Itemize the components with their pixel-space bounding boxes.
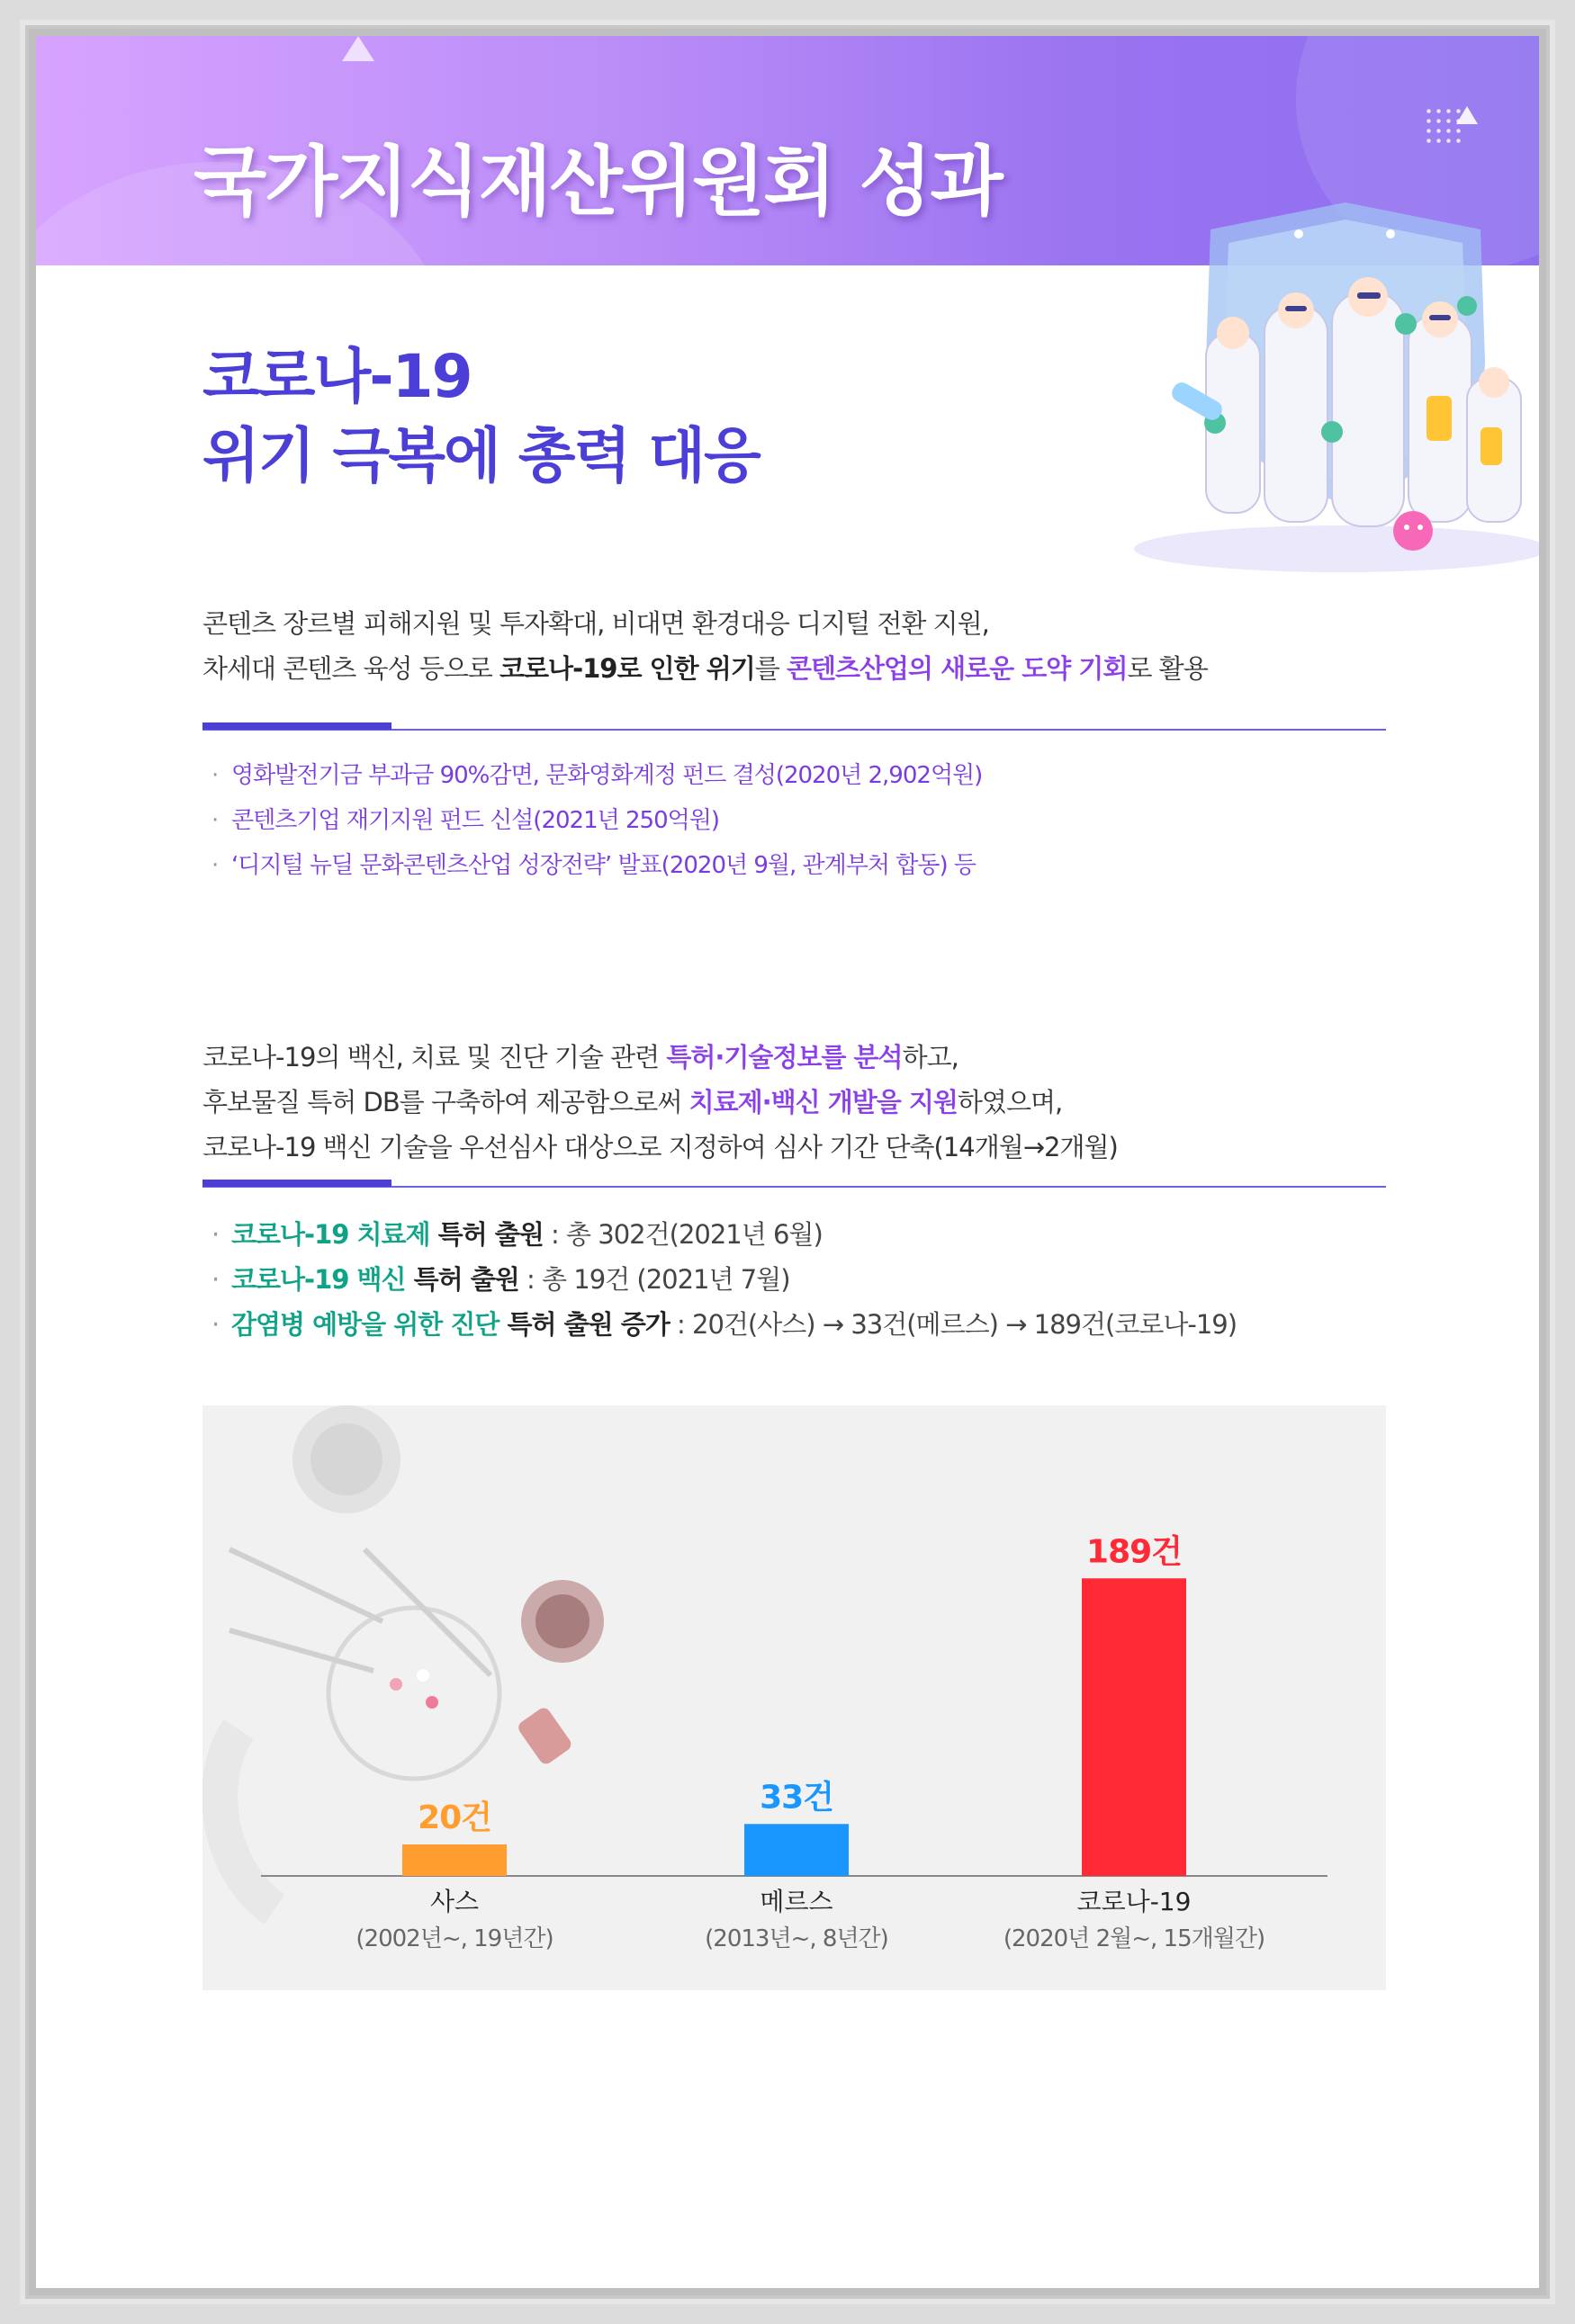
bar-2	[744, 1824, 849, 1876]
list-item-bold: 특허 출원 증가	[507, 1309, 670, 1340]
data-label: 33건	[760, 1779, 833, 1817]
section-title	[202, 337, 760, 496]
dot-grid-icon	[1424, 106, 1463, 146]
poster-page	[36, 36, 1539, 2288]
category-label: 메르스	[760, 1887, 833, 1916]
intro-text: 를	[754, 653, 787, 684]
bullet-list	[212, 753, 982, 888]
list-item-text: : 총 19건 (2021년 7월)	[518, 1264, 790, 1295]
para-text: 하고,	[902, 1042, 958, 1072]
list-item-text: : 20건(사스) → 33건(메르스) → 189건(코로나-19)	[669, 1309, 1238, 1340]
list-item-bold: 특허 출원	[437, 1219, 544, 1250]
list-item: · 코로나-19 치료제 특허 출원 : 총 302건(2021년 6월)	[212, 1219, 823, 1250]
bar-1	[402, 1844, 507, 1876]
intro-text: 차세대 콘텐츠 육성 등으로	[202, 653, 500, 684]
list-item-text: ‘디지털 뉴딜 문화콘텐츠산업 성장전략’ 발표(2020년 9월, 관계부처 합동) 등	[231, 852, 976, 879]
covid-paragraph	[202, 1035, 1118, 1170]
para-highlight: 특허·기술정보를 분석	[666, 1042, 903, 1072]
list-item-key: 코로나-19 백신	[231, 1264, 414, 1295]
para-highlight: 치료제·백신 개발을 지원	[688, 1087, 958, 1117]
list-item: · ‘디지털 뉴딜 문화콘텐츠산업 성장전략’ 발표(2020년 9월, 관계부처 합동) 등	[212, 852, 976, 879]
list-item: · 콘텐츠기업 재기지원 펀드 신설(2021년 250억원)	[212, 807, 719, 834]
chart-panel	[202, 1405, 1386, 1990]
para-line	[202, 1035, 1118, 1080]
list-item-bold: 특허 출원	[413, 1264, 519, 1295]
patent-bar-chart	[202, 1405, 1386, 1990]
list-item-key: 감염병 예방을 위한 진단	[231, 1309, 508, 1340]
intro-line	[202, 646, 1208, 691]
category-label: 코로나-19	[1076, 1887, 1192, 1916]
patent-bullet-list	[212, 1212, 1237, 1347]
intro-highlight: 콘텐츠산업의 새로운 도약 기회	[786, 653, 1128, 684]
para-text: 후보물질 특허 DB를 구축하여 제공함으로써	[202, 1087, 689, 1117]
list-item-text: : 총 302건(2021년 6월)	[543, 1219, 823, 1250]
divider-accent	[202, 722, 392, 730]
intro-highlight: 코로나-19로 인한 위기	[500, 653, 755, 684]
para-line: 코로나-19 백신 기술을 우선심사 대상으로 지정하여 심사 기간 단축(14개월→2개월)	[202, 1132, 1118, 1162]
intro-paragraph	[202, 601, 1208, 691]
para-text: 코로나-19의 백신, 치료 및 진단 기술 관련	[202, 1042, 667, 1072]
para-line	[202, 1080, 1118, 1125]
page-title: 국가지식재산위원회 성과	[194, 138, 1002, 226]
medical-staff-illustration	[1071, 198, 1539, 576]
section-title-line: 코로나-19	[202, 342, 472, 411]
data-label: 20건	[418, 1799, 491, 1836]
section-title-line: 위기 극복에 총력 대응	[202, 421, 760, 490]
divider-accent	[202, 1180, 392, 1187]
para-text: 하였으며,	[957, 1087, 1063, 1117]
category-sublabel: (2013년~, 8년간)	[705, 1925, 888, 1952]
list-item: · 코로나-19 백신 특허 출원 : 총 19건 (2021년 7월)	[212, 1264, 790, 1295]
triangle-icon	[342, 36, 374, 61]
bar-3	[1082, 1578, 1186, 1876]
category-sublabel: (2002년~, 19년간)	[356, 1925, 554, 1952]
intro-line: 콘텐츠 장르별 피해지원 및 투자확대, 비대면 환경대응 디지털 전환 지원,	[202, 608, 989, 639]
list-item-text: 영화발전기금 부과금 90%감면, 문화영화계정 펀드 결성(2020년 2,902억원)	[231, 762, 983, 789]
list-item-text: 콘텐츠기업 재기지원 펀드 신설(2021년 250억원)	[231, 807, 719, 834]
list-item-key: 코로나-19 치료제	[231, 1219, 438, 1250]
data-label: 189건	[1086, 1533, 1182, 1571]
category-label: 사스	[429, 1887, 480, 1916]
intro-text: 로 활용	[1127, 653, 1208, 684]
category-sublabel: (2020년 2월~, 15개월간)	[1003, 1925, 1265, 1952]
list-item: · 영화발전기금 부과금 90%감면, 문화영화계정 펀드 결성(2020년 2,902억원)	[212, 762, 983, 789]
list-item: · 감염병 예방을 위한 진단 특허 출원 증가 : 20건(사스) → 33건(메르스) → 189건(코로나-19)	[212, 1309, 1238, 1340]
